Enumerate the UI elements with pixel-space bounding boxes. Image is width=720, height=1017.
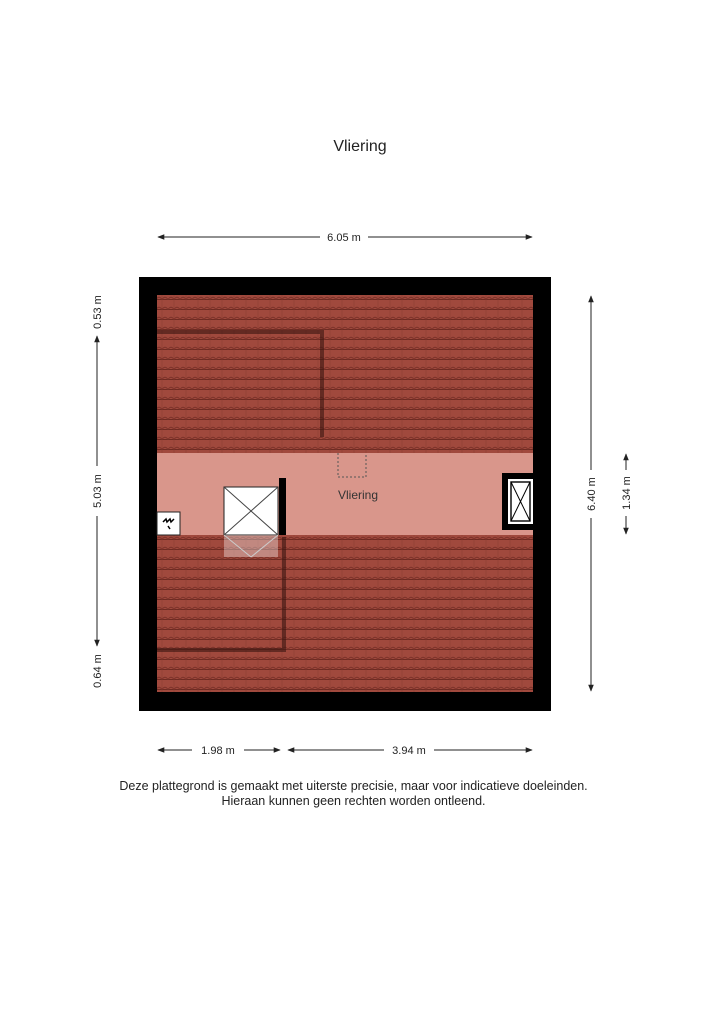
dim-right-total: 6.40 m — [586, 477, 598, 511]
dim-left-bottom: 0.64 m — [92, 654, 104, 688]
room-label: Vliering — [337, 488, 379, 502]
dim-top-width: 6.05 m — [327, 232, 361, 244]
disclaimer-line-1: Deze plattegrond is gemaakt met uiterste precisie, maar voor indicatieve doeleinden. — [119, 779, 588, 793]
disclaimer-line-2: Hieraan kunnen geen rechten worden ontleend. — [221, 794, 486, 808]
dim-bottom-left: 1.98 m — [201, 745, 235, 757]
roof-lower — [157, 535, 533, 692]
boiler-icon — [157, 512, 180, 535]
partition-wall — [279, 478, 286, 535]
skylight-window — [502, 473, 533, 530]
dim-bottom-right: 3.94 m — [392, 745, 426, 757]
dim-right-inner: 1.34 m — [621, 476, 633, 510]
roof-upper — [157, 295, 533, 453]
dim-left-top: 0.53 m — [92, 295, 104, 329]
floor-title: Vliering — [333, 138, 387, 155]
dim-left-middle: 5.03 m — [92, 474, 104, 508]
stair-opening — [224, 487, 278, 557]
disclaimer — [0, 779, 707, 809]
